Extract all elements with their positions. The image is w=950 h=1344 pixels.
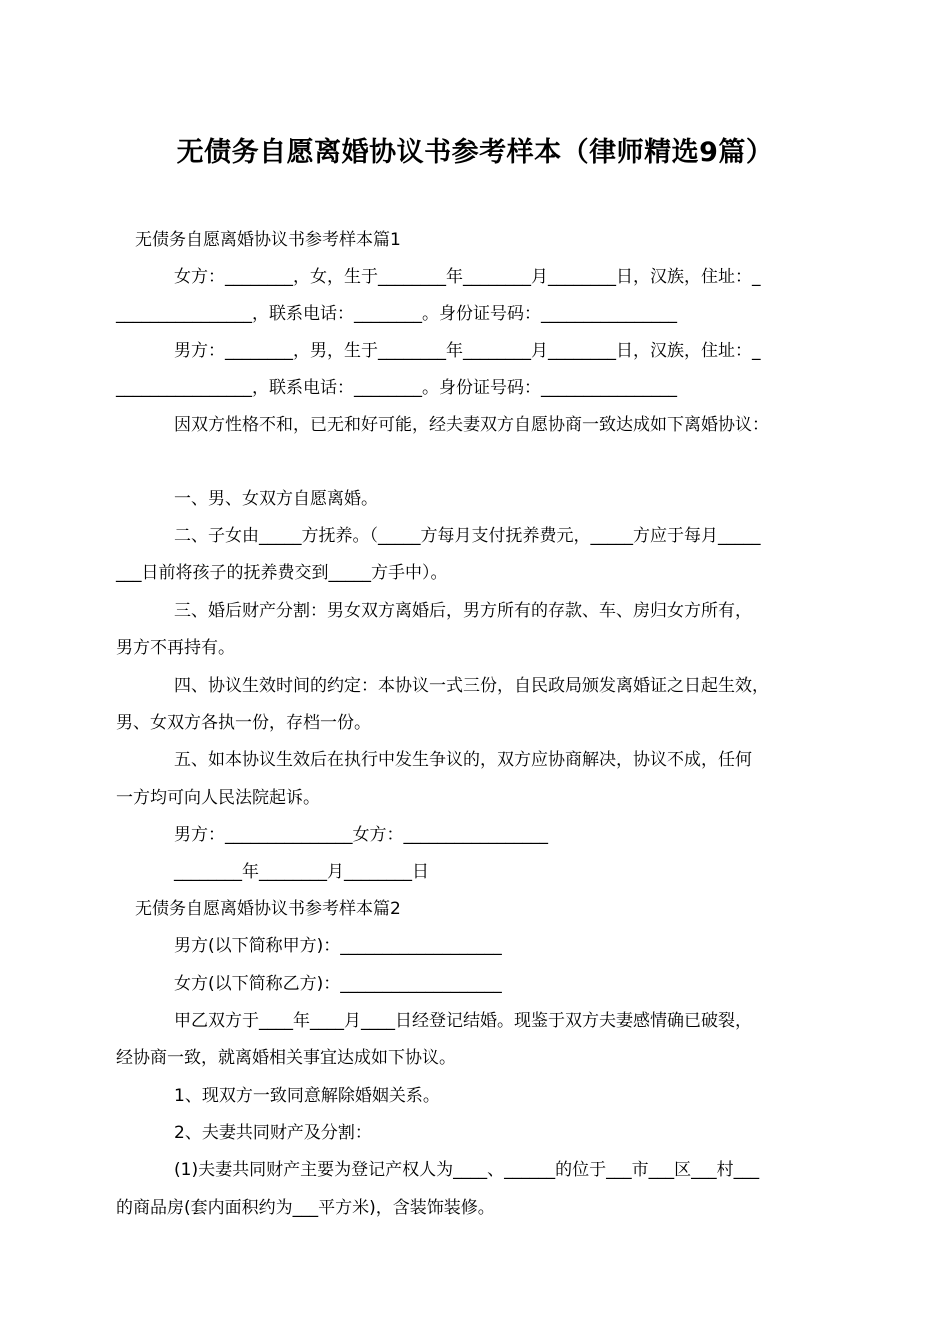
paragraph-line: 因双方性格不和，已无和好可能，经夫妻双方自愿协商一致达成如下离婚协议： (174, 415, 769, 435)
paragraph-line: 一、男、女双方自愿离婚。 (174, 489, 378, 509)
signature-line: 男方：_______________女方：_________________ (174, 825, 548, 845)
paragraph-line: 三、婚后财产分割：男女双方离婚后，男方所有的存款、车、房归女方所有， (174, 601, 752, 621)
paragraph-line: 女方：________，女，生于________年________月________日，汉族，住址：_ (174, 267, 761, 287)
paragraph-line: 的商品房(套内面积约为___平方米)，含装饰装修。 (116, 1198, 495, 1218)
paragraph-line: 一方均可向人民法院起诉。 (116, 788, 320, 808)
date-line: ________年________月________日 (174, 862, 429, 882)
paragraph-line: 女方(以下简称乙方)：___________________ (174, 974, 502, 994)
paragraph-line: ________________，联系电话：________。身份证号码：________________ (116, 378, 677, 398)
paragraph-line: (1)夫妻共同财产主要为登记产权人为____、______的位于___市___区___村___ (174, 1160, 760, 1180)
paragraph-line: 甲乙双方于____年____月____日经登记结婚。现鉴于双方夫妻感情确已破裂， (174, 1011, 752, 1031)
paragraph-line: 五、如本协议生效后在执行中发生争议的，双方应协商解决，协议不成，任何 (174, 750, 752, 770)
section-heading-2: 无债务自愿离婚协议书参考样本篇2 (135, 899, 401, 919)
paragraph-line: 男方：________，男，生于________年________月________日，汉族，住址：_ (174, 341, 761, 361)
paragraph-line: 经协商一致，就离婚相关事宜达成如下协议。 (116, 1048, 456, 1068)
paragraph-line: ___日前将孩子的抚养费交到_____方手中）。 (116, 563, 448, 583)
paragraph-line: ________________，联系电话：________。身份证号码：________________ (116, 304, 677, 324)
paragraph-line: 四、协议生效时间的约定：本协议一式三份，自民政局颁发离婚证之日起生效， (174, 676, 769, 696)
paragraph-line: 男方(以下简称甲方)：___________________ (174, 936, 502, 956)
paragraph-line: 男方不再持有。 (116, 638, 235, 658)
section-heading-1: 无债务自愿离婚协议书参考样本篇1 (135, 230, 401, 250)
paragraph-line: 2、夫妻共同财产及分割： (174, 1123, 372, 1143)
paragraph-line: 二、子女由_____方抚养。（_____方每月支付抚养费元，_____方应于每月_____ (174, 526, 761, 546)
document-title: 无债务自愿离婚协议书参考样本（律师精选9篇） (176, 137, 774, 168)
paragraph-line: 男、女双方各执一份，存档一份。 (116, 713, 371, 733)
paragraph-line: 1、现双方一致同意解除婚姻关系。 (174, 1086, 440, 1106)
